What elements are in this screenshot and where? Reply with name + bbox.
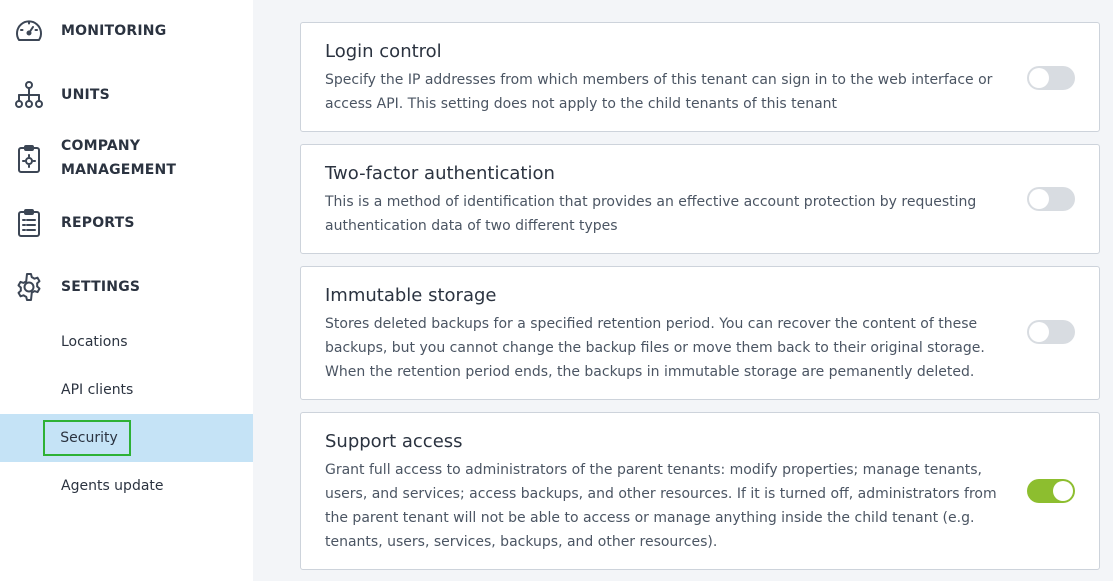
selection-highlight	[43, 420, 131, 456]
nav-label-company: COMPANY	[61, 138, 141, 154]
report-clipboard-icon	[13, 207, 45, 239]
clipboard-gear-icon	[13, 143, 45, 175]
card-title: Support access	[325, 431, 463, 452]
card-description: Specify the IP addresses from which members of this tenant can sign in to the web interface or access API. This setting does not apply to the child tenants of this tenant	[325, 72, 993, 112]
toggle-knob	[1029, 322, 1049, 342]
sidebar-item-label: Locations	[61, 334, 128, 350]
sidebar-item-label: Agents update	[61, 478, 164, 494]
toggle-knob	[1029, 68, 1049, 88]
sidebar	[0, 0, 253, 581]
login-control-card	[300, 22, 1100, 132]
card-title: Two-factor authentication	[325, 163, 555, 184]
login-control-toggle[interactable]	[1027, 66, 1075, 90]
immutable-storage-card	[300, 266, 1100, 400]
nav-item-settings[interactable]	[0, 270, 253, 304]
nav-item-monitoring[interactable]	[0, 14, 253, 48]
sidebar-item-locations[interactable]	[0, 318, 253, 366]
support-access-card	[300, 412, 1100, 570]
nav-item-company-management[interactable]	[0, 134, 253, 184]
immutable-storage-toggle[interactable]	[1027, 320, 1075, 344]
card-title: Immutable storage	[325, 285, 497, 306]
nav-label-monitoring: MONITORING	[61, 23, 167, 39]
card-description: Stores deleted backups for a specified retention period. You can recover the content of these backups, but you cannot change the backup files or move them back to their original storage. When the retention period ends, the backups in immutable storage are pemanently deleted.	[325, 316, 985, 380]
card-description: Grant full access to administrators of the parent tenants: modify properties; manage tenants, users, and services; access backups, and other resources. If it is turned off, administrators from the parent tenant will not be able to access or manage anything inside the child tenant (e.g. tenants, users, services, backups, and other resources).	[325, 462, 997, 550]
nav-item-units[interactable]	[0, 78, 253, 112]
sidebar-item-label: API clients	[61, 382, 134, 398]
nav-label-units: UNITS	[61, 87, 110, 103]
sidebar-item-security[interactable]	[0, 414, 253, 462]
nav-label-management: MANAGEMENT	[61, 162, 177, 178]
nav-label-settings: SETTINGS	[61, 279, 141, 295]
two-factor-toggle[interactable]	[1027, 187, 1075, 211]
card-description: This is a method of identification that provides an effective account protection by requesting authentication data of two different types	[325, 194, 977, 234]
two-factor-card	[300, 144, 1100, 254]
hierarchy-icon	[13, 79, 45, 111]
card-title: Login control	[325, 41, 442, 62]
gear-icon	[13, 271, 45, 303]
sidebar-item-label: Security	[60, 430, 118, 446]
toggle-knob	[1029, 189, 1049, 209]
sidebar-item-api-clients[interactable]	[0, 366, 253, 414]
toggle-knob	[1053, 481, 1073, 501]
sidebar-item-agents-update[interactable]	[0, 462, 253, 510]
speedometer-icon	[13, 15, 45, 47]
support-access-toggle[interactable]	[1027, 479, 1075, 503]
nav-item-reports[interactable]	[0, 206, 253, 240]
nav-label-reports: REPORTS	[61, 215, 135, 231]
